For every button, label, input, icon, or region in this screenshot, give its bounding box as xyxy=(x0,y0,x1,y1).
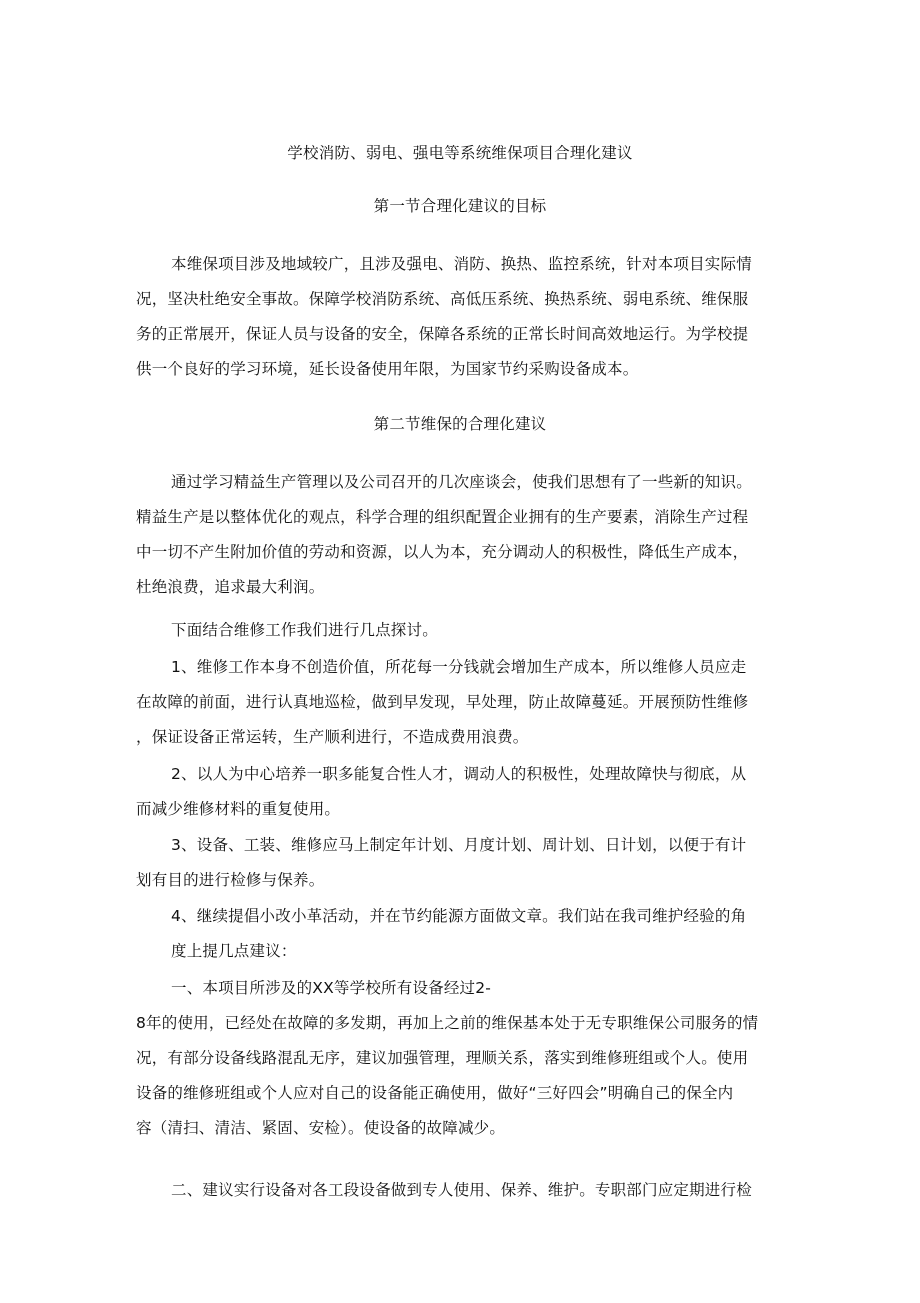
paragraph-line: 一、本项目所涉及的XX等学校所有设备经过2- xyxy=(171,979,492,997)
paragraph-line: 设备的维修班组或个人应对自己的设备能正确使用，做好“三好四会”明确自己的保全内 xyxy=(136,1084,734,1102)
paragraph-line: 务的正常展开，保证人员与设备的安全，保障各系统的正常长时间高效地运行。为学校提 xyxy=(136,325,749,343)
paragraph-line: ，保证设备正常运转，生产顺利进行，不造成费用浪费。 xyxy=(136,728,529,746)
paragraph-line: 8年的使用，已经处在故障的多发期，再加上之前的维保基本处于无专职维保公司服务的情 xyxy=(136,1014,759,1032)
paragraph-line: 况，坚决杜绝安全事故。保障学校消防系统、高低压系统、换热系统、弱电系统、维保服 xyxy=(136,290,749,308)
paragraph-line: 而减少维修材料的重复使用。 xyxy=(136,800,341,818)
paragraph-line: 4、继续提倡小改小革活动，并在节约能源方面做文章。我们站在我司维护经验的角 xyxy=(171,907,747,925)
paragraph-line: 杜绝浪费，追求最大利润。 xyxy=(136,578,325,596)
paragraph-line: 容（清扫、清洁、紧固、安检）。使设备的故障减少。 xyxy=(136,1119,506,1137)
document-title: 学校消防、弱电、强电等系统维保项目合理化建议 xyxy=(287,144,633,162)
paragraph-line: 精益生产是以整体优化的观点，科学合理的组织配置企业拥有的生产要素，消除生产过程 xyxy=(136,508,749,526)
paragraph-line: 2、以人为中心培养一职多能复合性人才，调动人的积极性，处理故障快与彻底，从 xyxy=(171,765,747,783)
paragraph-line: 中一切不产生附加价值的劳动和资源，以人为本，充分调动人的积极性，降低生产成本， xyxy=(136,543,749,561)
section1-heading: 第一节合理化建议的目标 xyxy=(373,197,547,215)
paragraph-line: 通过学习精益生产管理以及公司召开的几次座谈会，使我们思想有了一些新的知识。 xyxy=(171,473,752,491)
paragraph-line: 下面结合维修工作我们进行几点探讨。 xyxy=(171,621,438,639)
paragraph-line: 1、维修工作本身不创造价值，所花每一分钱就会增加生产成本，所以维修人员应走 xyxy=(171,658,747,676)
paragraph-line: 本维保项目涉及地域较广，且涉及强电、消防、换热、监控系统，针对本项目实际情 xyxy=(171,255,752,273)
paragraph-line: 二、建议实行设备对各工段设备做到专人使用、保养、维护。专职部门应定期进行检 xyxy=(171,1181,752,1199)
paragraph-line: 供一个良好的学习环境，延长设备使用年限，为国家节约采购设备成本。 xyxy=(136,360,639,378)
section2-heading: 第二节维保的合理化建议 xyxy=(373,415,547,433)
paragraph-line: 在故障的前面，进行认真地巡检，做到早发现，早处理，防止故障蔓延。开展预防性维修 xyxy=(136,693,749,711)
paragraph-line: 况，有部分设备线路混乱无序，建议加强管理，理顺关系，落实到维修班组或个人。使用 xyxy=(136,1049,749,1067)
paragraph-line: 3、设备、工装、维修应马上制定年计划、月度计划、周计划、日计划，以便于有计 xyxy=(171,836,747,854)
paragraph-line: 划有目的进行检修与保养。 xyxy=(136,871,325,889)
paragraph-line: 度上提几点建议： xyxy=(171,942,297,960)
